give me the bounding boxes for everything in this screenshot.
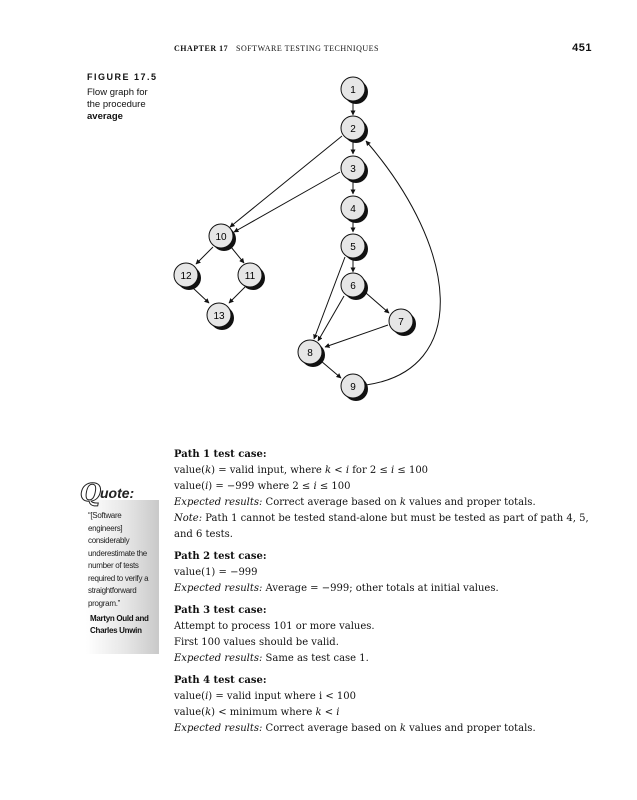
- quote-line: required to verify a: [88, 573, 149, 583]
- path4-expected: Expected results: Correct average based on k values and proper totals.: [174, 723, 536, 734]
- path1-line2: value(i) = −999 where 2 ≤ i ≤ 100: [174, 481, 351, 492]
- path3-expected: Expected results: Same as test case 1.: [174, 653, 369, 664]
- node-label: 13: [213, 311, 225, 322]
- path3-line1: Attempt to process 101 or more values.: [174, 621, 375, 632]
- node-label: 10: [215, 232, 227, 243]
- path4-line1: value(i) = valid input where i < 100: [174, 691, 357, 702]
- node-5: [341, 234, 368, 261]
- node-12: [174, 263, 201, 290]
- node-11: [238, 263, 265, 290]
- node-9: [341, 374, 368, 401]
- quote-q-glyph: Q: [80, 478, 101, 507]
- quote-line: considerably: [88, 536, 130, 545]
- edge-5-8: [314, 257, 345, 339]
- node-label: 5: [350, 242, 356, 253]
- node-label: 2: [350, 124, 356, 135]
- edge-10-11: [231, 247, 244, 263]
- node-label: 11: [244, 271, 256, 282]
- node-2: [341, 116, 368, 143]
- path1-note: Note: Path 1 cannot be tested stand-alone but must be tested as part of path 4, 5, and 6 tests.: [174, 513, 589, 540]
- node-1: [341, 77, 368, 104]
- node-label: 3: [350, 164, 356, 175]
- edge-12-13: [193, 288, 209, 303]
- caption-procedure-name: average: [87, 111, 123, 122]
- page-number: 451: [572, 42, 592, 54]
- node-10: [209, 224, 236, 251]
- node-7: [389, 309, 416, 336]
- node-3: [341, 156, 368, 183]
- edge-8-9: [321, 361, 341, 378]
- path1-line1: value(k) = valid input, where k < i for 2 ≤ i ≤ 100: [174, 465, 429, 476]
- path3-heading: Path 3 test case:: [174, 605, 267, 616]
- quote-heading: [80, 478, 170, 507]
- path1-heading: Path 1 test case:: [174, 449, 267, 460]
- quote-author: [90, 613, 158, 637]
- quote-line: underestimate the: [88, 548, 147, 558]
- node-13: [207, 303, 234, 330]
- node-label: 1: [350, 85, 356, 96]
- quote-heading-text: uote:: [100, 485, 135, 501]
- edge-11-13: [229, 287, 245, 303]
- node-8: [298, 340, 325, 367]
- test-cases: [174, 447, 604, 737]
- quote-author-line: Charles Unwin: [90, 626, 142, 635]
- path2-line1: value(1) = −999: [174, 567, 258, 578]
- quote-text: [88, 510, 156, 610]
- path2-expected: Expected results: Average = −999; other totals at initial values.: [174, 583, 499, 594]
- node-4: [341, 196, 368, 223]
- quote-line: engineers]: [88, 523, 123, 533]
- node-label: 4: [350, 204, 356, 215]
- node-label: 9: [350, 382, 356, 393]
- edge-10-12: [196, 247, 213, 264]
- path4-heading: Path 4 test case:: [174, 675, 267, 686]
- path2-heading: Path 2 test case:: [174, 551, 267, 562]
- edge-7-8: [325, 325, 388, 347]
- node-label: 7: [398, 317, 404, 328]
- edge-2-10: [230, 136, 342, 227]
- caption-line: the procedure: [87, 99, 146, 110]
- edge-9-2: [366, 141, 440, 385]
- quote-line: straightforward: [88, 586, 137, 595]
- node-6: [341, 273, 368, 300]
- edge-6-7: [366, 293, 389, 313]
- figure-label: FIGURE 17.5: [87, 72, 158, 82]
- chapter-label: CHAPTER 17: [174, 44, 229, 53]
- node-label: 8: [307, 348, 313, 359]
- path1-expected: Expected results: Correct average based on k values and proper totals.: [174, 497, 536, 508]
- chapter-title: SOFTWARE TESTING TECHNIQUES: [236, 44, 379, 53]
- quote-line: “[Software: [88, 511, 122, 520]
- path4-line2: value(k) < minimum where k < i: [174, 707, 340, 718]
- quote-line: number of tests: [88, 561, 139, 570]
- node-label: 6: [350, 281, 356, 292]
- caption-line: Flow graph for: [87, 87, 148, 98]
- node-label: 12: [180, 271, 192, 282]
- quote-line: program.”: [88, 598, 120, 608]
- quote-author-line: Martyn Ould and: [90, 614, 149, 623]
- path3-line2: First 100 values should be valid.: [174, 637, 339, 648]
